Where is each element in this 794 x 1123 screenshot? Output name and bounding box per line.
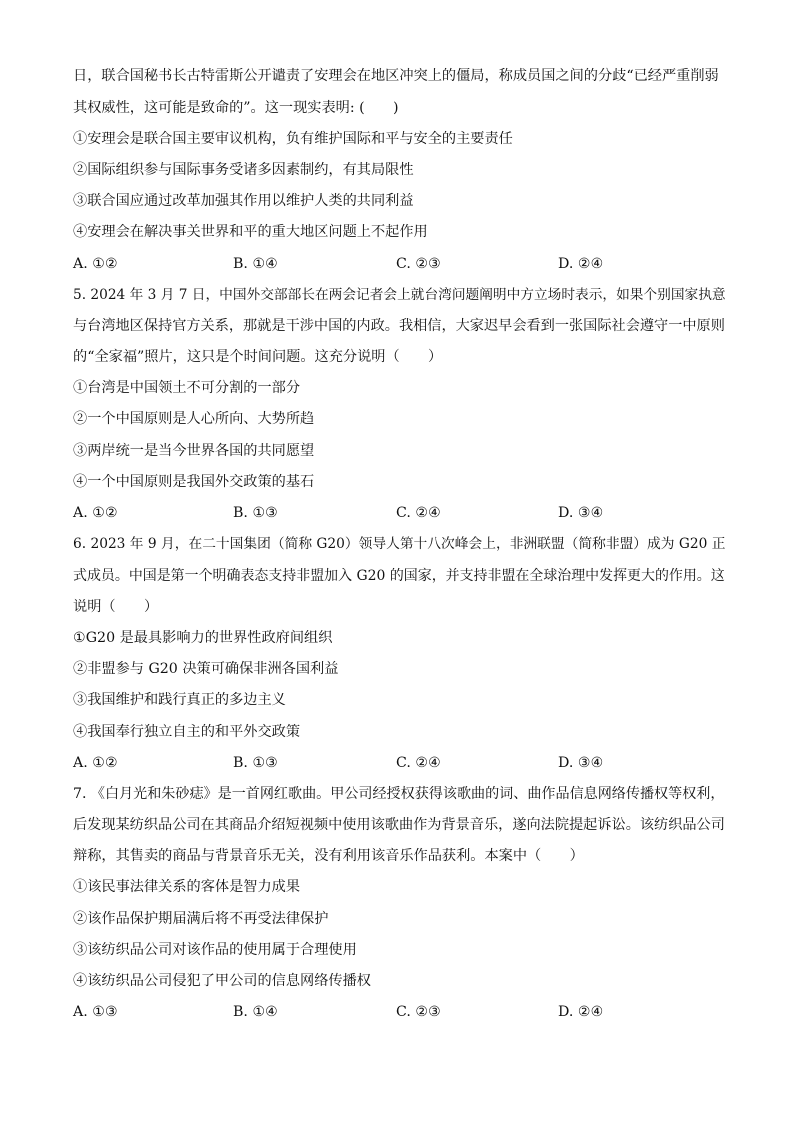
option-b: B. ①③ <box>233 505 278 521</box>
question-5-statement-4: ④一个中国原则是我国外交政策的基石 <box>73 474 315 490</box>
question-6-stem-line-3: 说明（ ） <box>73 599 159 615</box>
option-c: C. ②③ <box>396 256 441 272</box>
question-6-options <box>73 753 725 773</box>
question-6-stem-line-1: 6. 2023 年 9 月，在二十国集团（简称 G20）领导人第十八次峰会上，非洲联盟（简称非盟）成为 G20 正 <box>73 536 726 552</box>
question-4-stem-line-2: 其权威性，这可能是致命的”。这一现实表明: ( ) <box>73 100 399 116</box>
question-6-statement-1: ①G20 是最具影响力的世界性政府间组织 <box>73 630 333 646</box>
question-7-statement-4: ④该纺织品公司侵犯了甲公司的信息网络传播权 <box>73 973 371 989</box>
question-4-statement-3: ③联合国应通过改革加强其作用以维护人类的共同利益 <box>73 193 414 209</box>
option-b: B. ①④ <box>233 1004 278 1020</box>
question-4-statement-2: ②国际组织参与国际事务受诸多因素制约，有其局限性 <box>73 162 414 178</box>
option-b: B. ①③ <box>233 755 278 771</box>
option-a: A. ①③ <box>73 1004 118 1020</box>
option-d: D. ③④ <box>558 505 604 521</box>
question-6-statement-3: ③我国维护和践行真正的多边主义 <box>73 692 286 708</box>
option-c: C. ②④ <box>396 755 441 771</box>
question-5-statement-3: ③两岸统一是当今世界各国的共同愿望 <box>73 443 315 459</box>
question-5-stem-line-1: 5. 2024 年 3 月 7 日，中国外交部部长在两会记者会上就台湾问题阐明中方立场时表示，如果个别国家执意 <box>73 287 726 303</box>
question-6-statement-4: ④我国奉行独立自主的和平外交政策 <box>73 724 301 740</box>
question-4-statement-4: ④安理会在解决事关世界和平的重大地区问题上不起作用 <box>73 224 428 240</box>
option-b: B. ①④ <box>233 256 278 272</box>
question-7-statement-2: ②该作品保护期届满后将不再受法律保护 <box>73 911 329 927</box>
question-7-stem-line-1: 7. 《白月光和朱砂痣》是一首网红歌曲。甲公司经授权获得该歌曲的词、曲作品信息网络传播权等权利， <box>73 786 725 802</box>
question-7-stem-line-2: 后发现某纺织品公司在其商品介绍短视频中使用该歌曲作为背景音乐，遂向法院提起诉讼。该纺织品公司 <box>73 817 725 833</box>
option-d: D. ②④ <box>558 1004 604 1020</box>
question-5-stem-line-3: 的“全家福”照片，这只是个时间问题。这充分说明（ ） <box>73 349 443 365</box>
question-5-stem-line-2: 与台湾地区保持官方关系，那就是干涉中国的内政。我相信，大家迟早会看到一张国际社会遵守一中原则 <box>73 318 725 334</box>
question-4-stem-line-1: 日，联合国秘书长古特雷斯公开谴责了安理会在地区冲突上的僵局，称成员国之间的分歧“已经严重削弱 <box>73 68 719 84</box>
question-7-stem-line-3: 辩称，其售卖的商品与背景音乐无关，没有利用该音乐作品获利。本案中（ ） <box>73 848 584 864</box>
question-7-statement-3: ③该纺织品公司对该作品的使用属于合理使用 <box>73 942 357 958</box>
question-7-options <box>73 1002 725 1022</box>
option-a: A. ①② <box>73 505 118 521</box>
question-4-statement-1: ①安理会是联合国主要审议机构，负有维护国际和平与安全的主要责任 <box>73 131 513 147</box>
question-6-statement-2: ②非盟参与 G20 决策可确保非洲各国利益 <box>73 661 339 677</box>
option-c: C. ②③ <box>396 1004 441 1020</box>
question-5-options <box>73 503 725 523</box>
option-a: A. ①② <box>73 755 118 771</box>
question-7-statement-1: ①该民事法律关系的客体是智力成果 <box>73 879 301 895</box>
option-a: A. ①② <box>73 256 118 272</box>
question-5-statement-1: ①台湾是中国领土不可分割的一部分 <box>73 380 301 396</box>
option-c: C. ②④ <box>396 505 441 521</box>
option-d: D. ②④ <box>558 256 604 272</box>
question-5-statement-2: ②一个中国原则是人心所向、大势所趋 <box>73 411 315 427</box>
option-d: D. ③④ <box>558 755 604 771</box>
question-4-options <box>73 254 725 274</box>
question-6-stem-line-2: 式成员。中国是第一个明确表态支持非盟加入 G20 的国家，并支持非盟在全球治理中发挥更大的作用。这 <box>73 568 725 584</box>
